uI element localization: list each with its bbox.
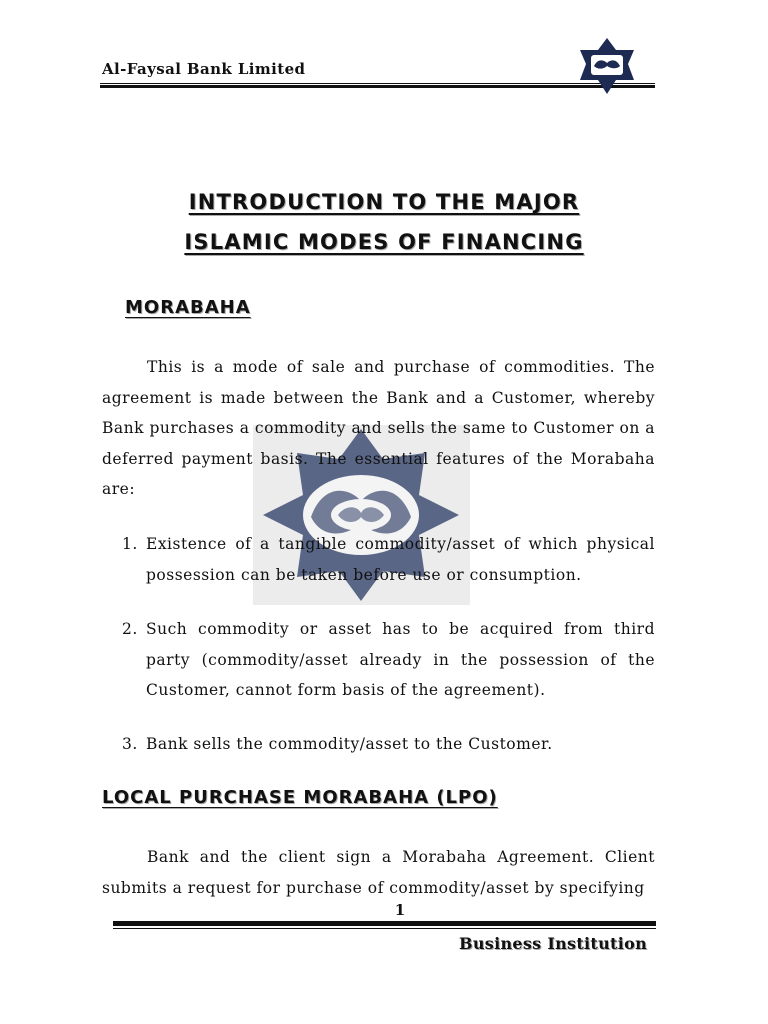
list-item-text: Such commodity or asset has to be acquired from third party (commodity/asset already in the possession of the Customer, cannot form basis of the agreement). xyxy=(146,620,655,699)
document-title-line1: INTRODUCTION TO THE MAJOR xyxy=(188,190,580,214)
section-heading-morabaha: MORABAHA xyxy=(125,297,251,318)
faysal-bank-logo-icon xyxy=(572,36,642,96)
section-heading-lpo: LOCAL PURCHASE MORABAHA (LPO) xyxy=(102,787,498,808)
document-title-line2: ISLAMIC MODES OF FINANCING xyxy=(184,230,584,254)
list-item-number: 2. xyxy=(122,620,138,638)
footer-divider xyxy=(113,928,656,929)
footer-divider-thick xyxy=(113,921,656,926)
footer-label: Business Institution xyxy=(459,934,648,953)
list-item-number: 1. xyxy=(122,535,138,553)
list-item-number: 3. xyxy=(122,735,138,753)
header-bank-name: Al-Faysal Bank Limited xyxy=(102,60,306,78)
morabaha-intro-paragraph: This is a mode of sale and purchase of commodities. The agreement is made between the Bank and a Customer, whereby Bank purchases a commodity and sells the same to Customer on a deferred payment basis. The essential features of the Morabaha are: xyxy=(102,358,655,498)
list-item-text: Bank sells the commodity/asset to the Customer. xyxy=(146,735,553,753)
list-item-text: Existence of a tangible commodity/asset of which physical possession can be taken before use or consumption. xyxy=(146,535,655,584)
lpo-intro-paragraph: Bank and the client sign a Morabaha Agreement. Client submits a request for purchase of commodity/asset by specifying xyxy=(102,848,655,897)
page-number: 1 xyxy=(394,901,406,919)
